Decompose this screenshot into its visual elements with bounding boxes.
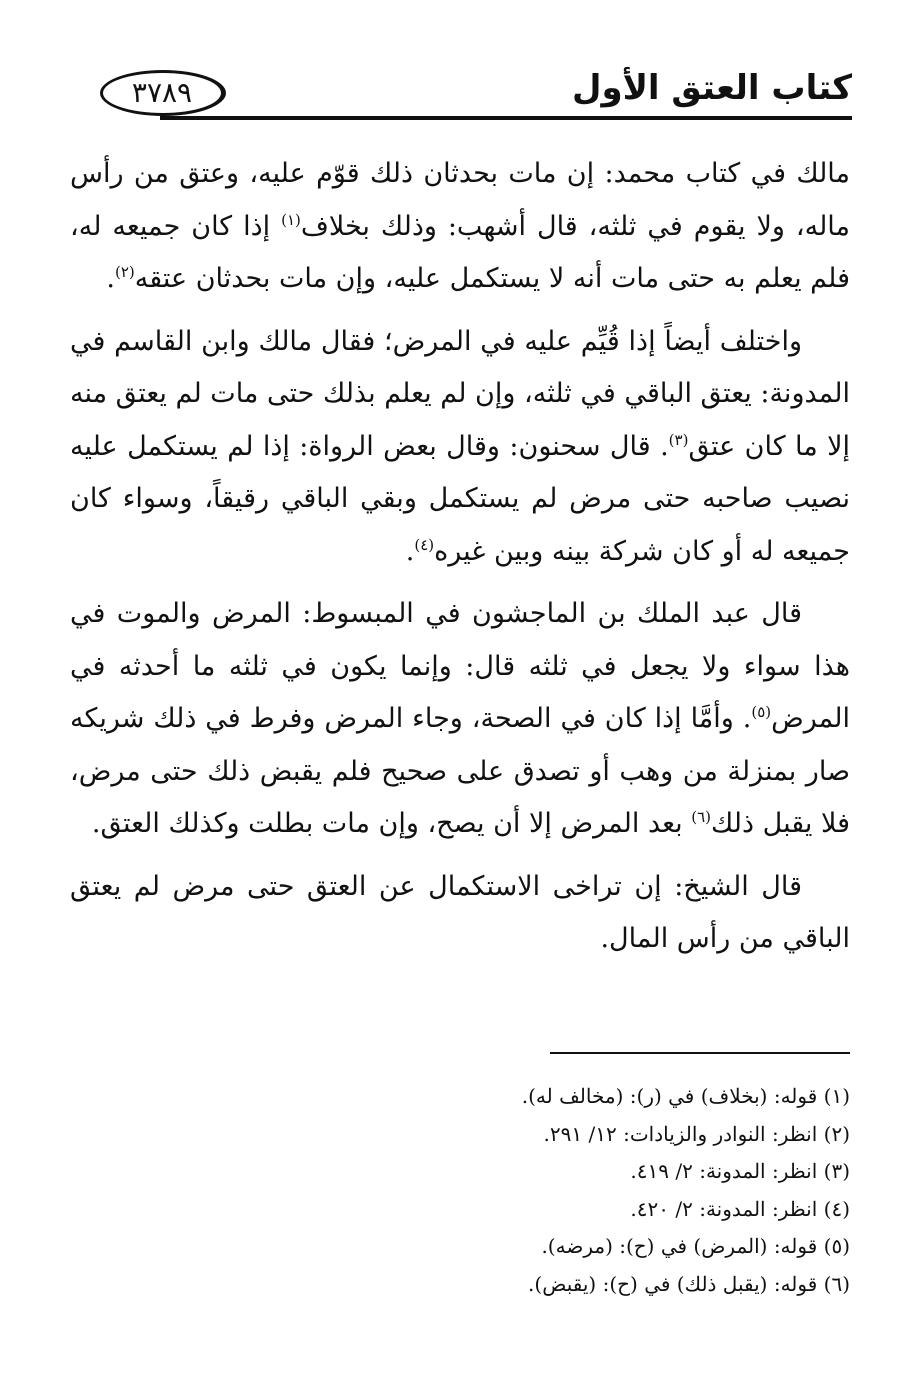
- footnote-marker: (٤): [414, 535, 435, 554]
- footnote-item: (٣) انظر: المدونة: ٢/ ٤١٩.: [630, 1159, 850, 1183]
- footnote-marker: (٢): [114, 263, 135, 281]
- footnote-item: (٤) انظر: المدونة: ٢/ ٤٢٠.: [630, 1196, 850, 1221]
- footnote-item: (١) قوله: (بخلاف) في (ر): (مخالف له).: [521, 1084, 850, 1108]
- page-header: [100, 62, 852, 126]
- paragraph-text: قال الشيخ: إن تراخى الاستكمال عن العتق حتى مرض لم يعتق الباقي من رأس المال.: [70, 870, 850, 954]
- footnote-item: (٦) قوله: (يقبل ذلك) في (ح): (يقبض).: [528, 1271, 850, 1296]
- paragraph: [70, 861, 850, 966]
- paragraph: [70, 588, 850, 851]
- paragraph-text: بعد المرض إلا أن يصح، وإن مات بطلت وكذلك العتق.: [91, 808, 692, 839]
- page-number: ٣٧٨٩: [131, 76, 193, 109]
- book-title: كتاب العتق الأول: [571, 68, 852, 108]
- paragraph-text: إذا كان جميعه له، فلم يعلم به حتى مات أنه لا يستكمل عليه، وإن مات بحدثان عتقه: [70, 210, 850, 294]
- footnotes: [70, 1078, 850, 1303]
- paragraph-text: . قال سحنون: وقال بعض الرواة: إذا لم يستكمل عليه نصيب صاحبه حتى مرض لم يستكمل وبقي الباقي رقيقاً، وسواء كان جميعه له أو كان شركة بينه وبين غيره: [70, 430, 850, 567]
- footnote-item: (٥) قوله: (المرض) في (ح): (مرضه).: [541, 1234, 850, 1258]
- paragraph-text: قال عبد الملك بن الماجشون في المبسوط: المرض والموت في هذا سواء ولا يجعل في ثلثه قال: وإنما يكون في ثلثه ما أحدثه في المرض: [70, 598, 850, 734]
- paragraph-text: واختلف أيضاً إذا قُيِّم عليه في المرض؛ فقال مالك وابن القاسم في المدونة: يعتق الباقي في ثلثه، وإن لم يعلم بذلك حتى مات لم يعتق منه إلا ما كان عتق: [70, 325, 850, 462]
- paragraph-text: مالك في كتاب محمد: إن مات بحدثان ذلك قوّم عليه، وعتق من رأس ماله، ولا يقوم في ثلثه، قال أشهب: وذلك بخلاف: [70, 158, 850, 242]
- paragraph-text: .: [405, 535, 415, 567]
- main-text: [70, 148, 850, 976]
- footnote-marker: (٥): [751, 703, 772, 721]
- header-rule: [160, 116, 852, 120]
- footnote-item: (٢) انظر: النوادر والزيادات: ١٢/ ٢٩١.: [543, 1121, 850, 1146]
- footnote-marker: (١): [281, 210, 301, 229]
- paragraph-text: .: [106, 263, 115, 294]
- paragraph: [70, 316, 850, 579]
- paragraph-text: . وأمَّا إذا كان في الصحة، وجاء المرض وفرط في ذلك شريكه صار بمنزلة من وهب أو تصدق على صحيح فلم يقبض ذلك حتى مرض، فلا يقبل ذلك: [70, 703, 850, 839]
- footnote-separator: [550, 1052, 850, 1054]
- footnote-marker: (٣): [668, 430, 689, 449]
- paragraph: [70, 148, 850, 306]
- footnote-marker: (٦): [691, 808, 712, 826]
- page-number-badge: [100, 70, 226, 116]
